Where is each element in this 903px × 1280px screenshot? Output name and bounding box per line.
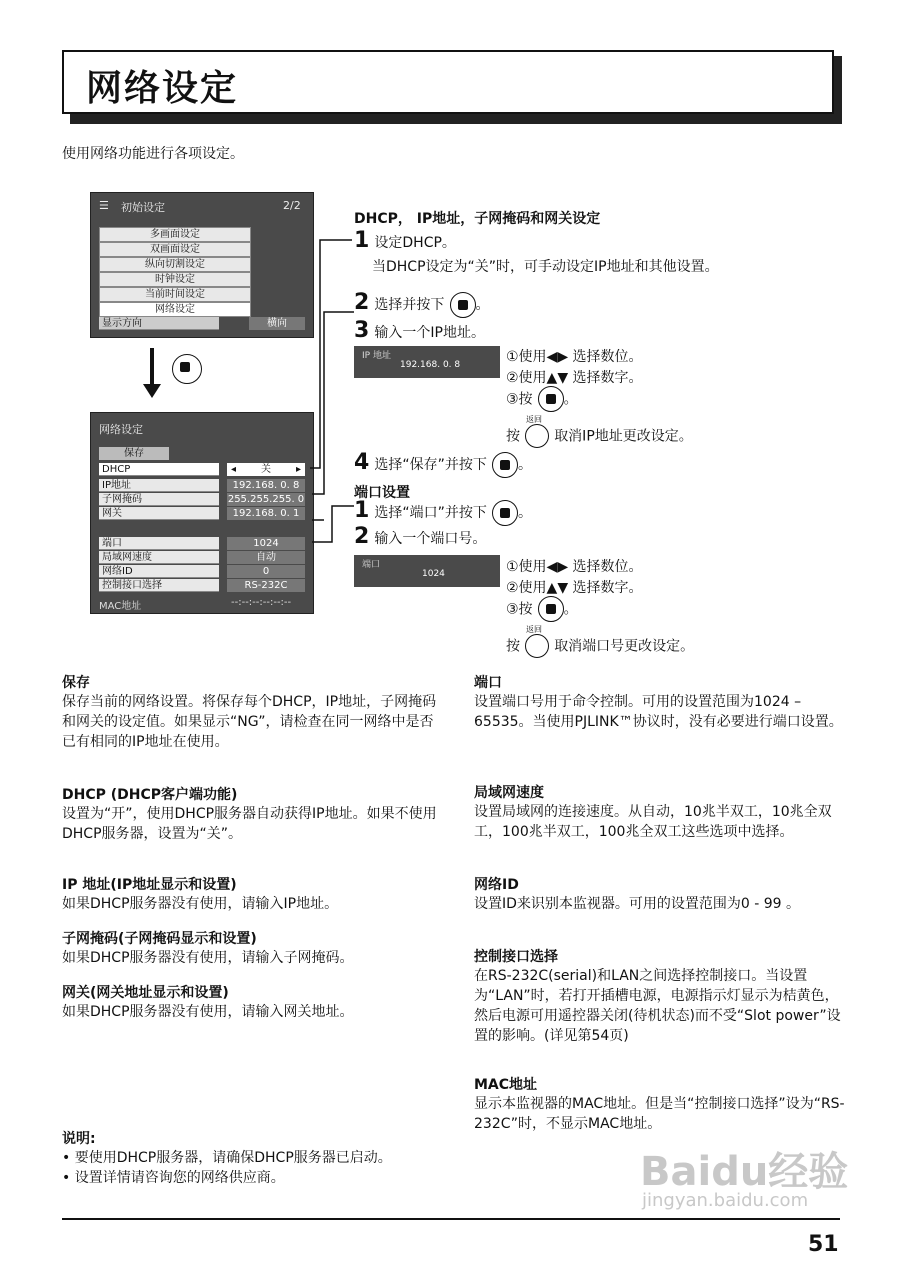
- return-label: 返回: [526, 625, 542, 634]
- step-text: 选择并按下: [374, 297, 445, 313]
- port-sub-1: ①使用◀▶ 选择数位。: [506, 559, 643, 575]
- left-arrow-icon: ◂: [231, 464, 237, 475]
- arrowhead-icon: [143, 384, 161, 398]
- section-port-heading: 端口设置: [354, 485, 410, 501]
- step-number: 2: [354, 524, 370, 549]
- desc-heading: MAC地址: [474, 1077, 538, 1093]
- ip-sub-3-text: ③按: [506, 391, 533, 408]
- desc-lan-speed: [474, 782, 848, 842]
- save-button[interactable]: 保存: [99, 447, 169, 460]
- lan-speed-label: 局域网速度: [99, 551, 219, 564]
- right-arrow-icon: ▸: [295, 464, 301, 475]
- note-item: • 设置详情请咨询您的网络供应商。: [62, 1170, 285, 1186]
- return-button-icon: [525, 634, 549, 658]
- set-button-icon: [492, 500, 518, 526]
- desc-subnet: [62, 928, 444, 968]
- ip-row[interactable]: [99, 479, 305, 492]
- return-button-icon: [525, 424, 549, 448]
- step-number: 4: [354, 450, 370, 475]
- control-interface-row[interactable]: [99, 579, 305, 592]
- network-settings-menu: [90, 412, 314, 614]
- step-text: 输入一个端口号。: [374, 531, 487, 547]
- desc-body: 设置为“开”，使用DHCP服务器自动获得IP地址。如果不使用DHCP服务器，设置为“关”。: [62, 806, 437, 842]
- control-interface-label: 控制接口选择: [99, 579, 219, 592]
- desc-heading: 局域网速度: [474, 785, 544, 801]
- note-item: • 要使用DHCP服务器，请确保DHCP服务器已启动。: [62, 1150, 392, 1166]
- desc-gateway: [62, 982, 444, 1022]
- desc-port: [474, 672, 848, 732]
- dhcp-value[interactable]: [227, 463, 305, 476]
- subnet-label: 子网掩码: [99, 493, 219, 506]
- dhcp-row[interactable]: [99, 463, 305, 476]
- desc-body: 保存当前的网络设置。将保存每个DHCP，IP地址，子网掩码和网关的设定值。如果显示“NG”，请检查在同一网络中是否已有相同的IP地址在使用。: [62, 694, 437, 750]
- mac-value: --:--:--:--:--:--: [231, 597, 292, 608]
- watermark-logo: Baidu经验: [640, 1149, 849, 1195]
- step-text: 输入一个IP地址。: [374, 325, 485, 341]
- desc-mac: [474, 1074, 848, 1134]
- desc-body: 设置局域网的连接速度。从自动，10兆半双工，10兆全双工，100兆半双工，100兆全双工这些选项中选择。: [474, 804, 832, 840]
- desc-heading: 子网掩码(子网掩码显示和设置): [62, 931, 257, 947]
- menu-header: 初始设定: [121, 201, 165, 214]
- footer-rule: [62, 1218, 840, 1220]
- control-interface-value: RS-232C: [227, 579, 305, 592]
- ip-cancel: [506, 424, 693, 448]
- menu-page: 2/2: [283, 199, 301, 212]
- connector-lines: [300, 230, 360, 550]
- desc-body: 如果DHCP服务器没有使用，请输入子网掩码。: [62, 950, 354, 966]
- menu-item[interactable]: 纵向切割设定: [99, 257, 251, 272]
- set-button-icon: [538, 596, 564, 622]
- set-button-icon: [492, 452, 518, 478]
- set-button-icon: [450, 292, 476, 318]
- initial-settings-menu: [90, 192, 314, 338]
- step-text: 选择“保存”并按下: [374, 457, 487, 473]
- display-direction-label: 显示方向: [99, 317, 219, 330]
- set-button-icon: [538, 386, 564, 412]
- desc-body: 如果DHCP服务器没有使用，请输入IP地址。: [62, 896, 339, 912]
- return-label: 返回: [526, 415, 542, 424]
- mac-label: MAC地址: [99, 601, 142, 612]
- subnet-value: 255.255.255. 0: [227, 494, 305, 505]
- desc-save: [62, 672, 444, 752]
- step-number: 1: [354, 498, 370, 523]
- step-4: 4 选择“保存”并按下 。: [354, 450, 532, 478]
- desc-heading: 保存: [62, 675, 90, 691]
- port-cancel: [506, 634, 694, 658]
- dhcp-label: DHCP: [99, 463, 219, 476]
- desc-heading: DHCP (DHCP客户端功能): [62, 787, 238, 803]
- section-dhcp-heading: DHCP， IP地址，子网掩码和网关设定: [354, 211, 601, 227]
- port-label: 端口: [99, 537, 219, 550]
- display-direction-row[interactable]: [99, 317, 305, 330]
- port-value: 1024: [227, 537, 305, 550]
- port-sub-2: ②使用▲▼ 选择数字。: [506, 580, 643, 596]
- port-step-1: 1 选择“端口”并按下 。: [354, 498, 532, 526]
- desc-body: 设置ID来识别本监视器。可用的设置范围为0 - 99 。: [474, 896, 801, 912]
- desc-heading: 网络ID: [474, 877, 519, 893]
- step-1-sub: 当DHCP设定为“关”时，可手动设定IP地址和其他设置。: [372, 259, 719, 275]
- step-3: [354, 318, 485, 343]
- desc-heading: 网关(网关地址显示和设置): [62, 985, 229, 1001]
- step-number: 3: [354, 318, 370, 343]
- port-input-preview: [354, 555, 500, 587]
- lan-speed-row[interactable]: [99, 551, 305, 564]
- intro-text: 使用网络功能进行各项设定。: [62, 146, 244, 162]
- press-text: 按: [506, 428, 520, 445]
- network-id-label: 网络ID: [99, 565, 219, 578]
- port-sub-3-text: ③按: [506, 601, 533, 618]
- desc-body: 如果DHCP服务器没有使用，请输入网关地址。: [62, 1004, 354, 1020]
- desc-network-id: [474, 874, 848, 914]
- step-text: 选择“端口”并按下: [374, 505, 487, 521]
- set-button-icon: [172, 354, 202, 384]
- desc-ip: [62, 874, 444, 914]
- step-number: 2: [354, 290, 370, 315]
- gateway-label: 网关: [99, 507, 219, 520]
- port-row[interactable]: [99, 537, 305, 550]
- step-text: 设定DHCP。: [374, 235, 456, 251]
- step-1: [354, 228, 456, 253]
- page-number: 51: [808, 1232, 839, 1257]
- step-2: 2 选择并按下 。: [354, 290, 490, 318]
- watermark-url: jingyan.baidu.com: [642, 1190, 809, 1211]
- desc-heading: 控制接口选择: [474, 949, 558, 965]
- network-id-value: 0: [227, 565, 305, 578]
- port-input-value: 1024: [422, 569, 445, 579]
- menu-item-network[interactable]: 网络设定: [99, 302, 251, 317]
- step-number: 1: [354, 228, 370, 253]
- ip-sub-2: ②使用▲▼ 选择数字。: [506, 370, 643, 386]
- notes-heading: 说明:: [62, 1131, 96, 1147]
- menu-item[interactable]: 当前时间设定: [99, 287, 251, 302]
- ip-sub-1: ①使用◀▶ 选择数位。: [506, 349, 643, 365]
- ip-input-preview: [354, 346, 500, 378]
- display-direction-value: 横向: [249, 317, 305, 330]
- ip-value: 192.168. 0. 8: [227, 479, 305, 492]
- port-step-2: [354, 524, 486, 549]
- ip-input-value: 192.168. 0. 8: [400, 360, 461, 370]
- desc-body: 显示本监视器的MAC地址。但是当“控制接口选择”设为“RS-232C”时，不显示MAC地址。: [474, 1096, 845, 1132]
- menu-icon: ☰: [99, 199, 109, 212]
- press-text: 按: [506, 638, 520, 655]
- menu-item[interactable]: 多画面设定: [99, 227, 251, 242]
- menu-item[interactable]: 时钟设定: [99, 272, 251, 287]
- ip-label: IP地址: [99, 479, 219, 492]
- port-input-label: 端口: [362, 560, 381, 570]
- down-arrow-icon: [150, 348, 154, 388]
- desc-control-interface: [474, 946, 848, 1046]
- dhcp-value-text: 关: [261, 464, 271, 475]
- subnet-row[interactable]: [99, 493, 305, 506]
- cancel-port-text: 取消端口号更改设定。: [554, 638, 695, 655]
- page-title: 网络设定: [86, 68, 239, 109]
- notes: [62, 1128, 444, 1188]
- desc-body: 在RS-232C(serial)和LAN之间选择控制接口。当设置为“LAN”时，若打开插槽电源，电源指示灯显示为桔黄色，然后电源可用遥控器关闭(待机状态)而不受“Slot power”设置的影响。(详见第54页): [474, 968, 841, 1044]
- gateway-value: 192.168. 0. 1: [227, 507, 305, 520]
- port-sub-3: ③按 。: [506, 596, 578, 622]
- lan-speed-value: 自动: [227, 551, 305, 564]
- ip-sub-3: ③按 。: [506, 386, 578, 412]
- gateway-row[interactable]: [99, 507, 305, 520]
- menu-item[interactable]: 双画面设定: [99, 242, 251, 257]
- desc-heading: 端口: [474, 675, 502, 691]
- cancel-ip-text: 取消IP地址更改设定。: [554, 428, 693, 445]
- desc-dhcp: [62, 784, 444, 844]
- network-menu-header: 网络设定: [99, 423, 143, 436]
- ip-input-label: IP 地址: [362, 351, 391, 361]
- network-id-row[interactable]: [99, 565, 305, 578]
- desc-body: 设置端口号用于命令控制。可用的设置范围为1024 – 65535。当使用PJLINK™协议时，没有必要进行端口设置。: [474, 694, 843, 730]
- desc-heading: IP 地址(IP地址显示和设置): [62, 877, 237, 893]
